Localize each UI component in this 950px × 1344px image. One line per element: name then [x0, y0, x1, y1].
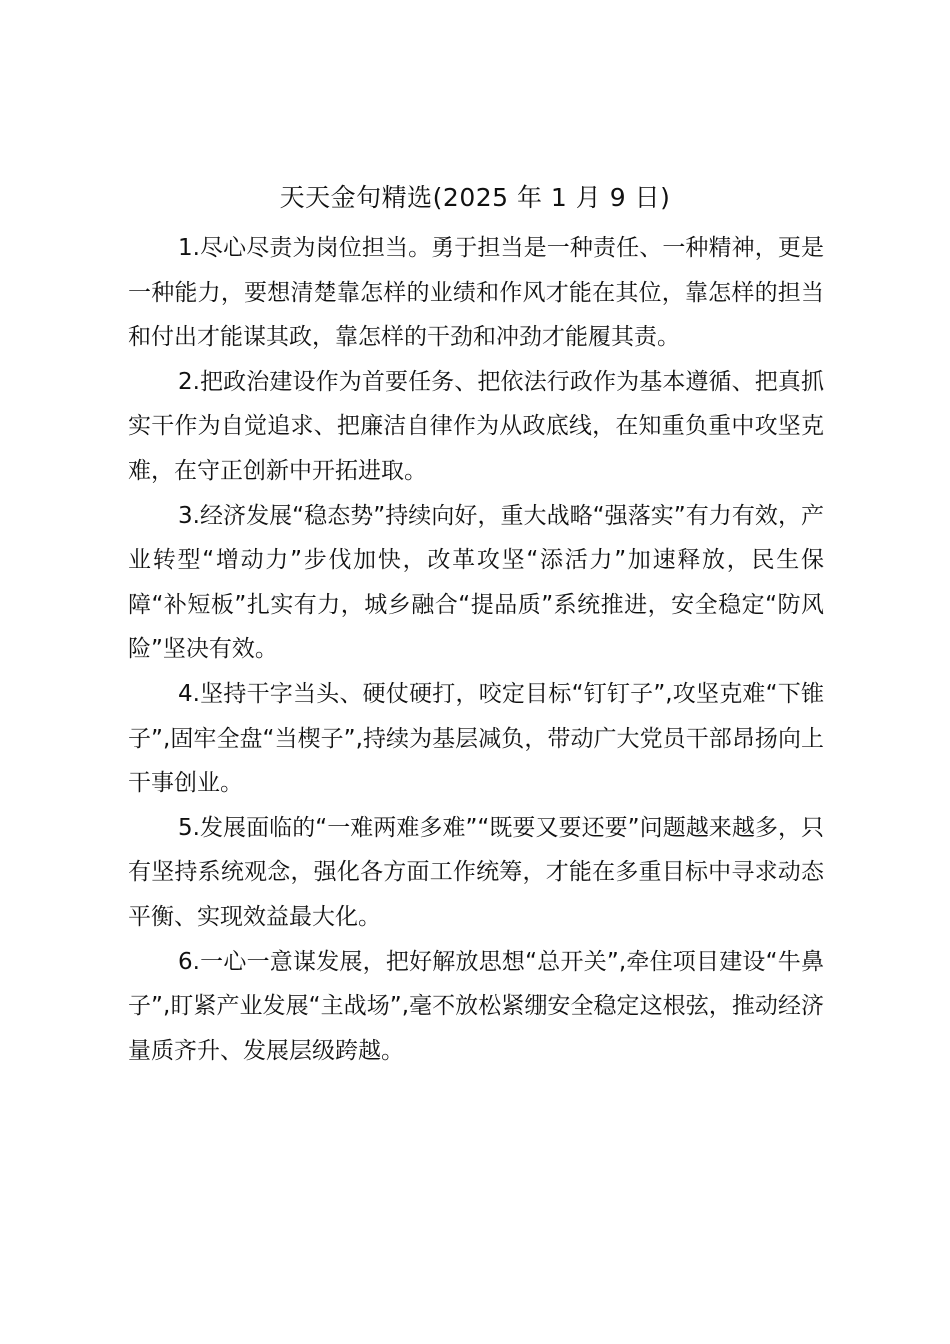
paragraph-5: 5.发展面临的“一难两难多难”“既要又要还要”问题越来越多，只有坚持系统观念，强化各方面工作统筹，才能在多重目标中寻求动态平衡、实现效益最大化。: [128, 814, 824, 930]
paragraph-1: 1.尽心尽责为岗位担当。勇于担当是一种责任、一种精神，更是一种能力，要想清楚靠怎样的业绩和作风才能在其位，靠怎样的担当和付出才能谋其政，靠怎样的干劲和冲劲才能履其责。: [128, 235, 824, 351]
document-body: [128, 226, 824, 1073]
paragraph-2: 2.把政治建设作为首要任务、把依法行政作为基本遵循、把真抓实干作为自觉追求、把廉洁自律作为从政底线，在知重负重中攻坚克难，在守正创新中开拓进取。: [128, 368, 824, 484]
paragraph-4: 4.坚持干字当头、硬仗硬打，咬定目标“钉钉子”,攻坚克难“下锥子”,固牢全盘“当楔子”,持续为基层减负，带动广大党员干部昂扬向上干事创业。: [128, 680, 824, 797]
document-title: 天天金句精选(2025 年 1 月 9 日): [279, 183, 671, 212]
paragraph-6: 6.一心一意谋发展，把好解放思想“总开关”,牵住项目建设“牛鼻子”,盯紧产业发展“主战场”,毫不放松紧绷安全稳定这根弦，推动经济量质齐升、发展层级跨越。: [128, 948, 824, 1064]
paragraph-3: 3.经济发展“稳态势”持续向好，重大战略“强落实”有力有效，产业转型“增动力”步伐加快，改革攻坚“添活力”加速释放，民生保障“补短板”扎实有力，城乡融合“提品质”系统推进，安全稳定“防风险”坚决有效。: [128, 502, 824, 663]
